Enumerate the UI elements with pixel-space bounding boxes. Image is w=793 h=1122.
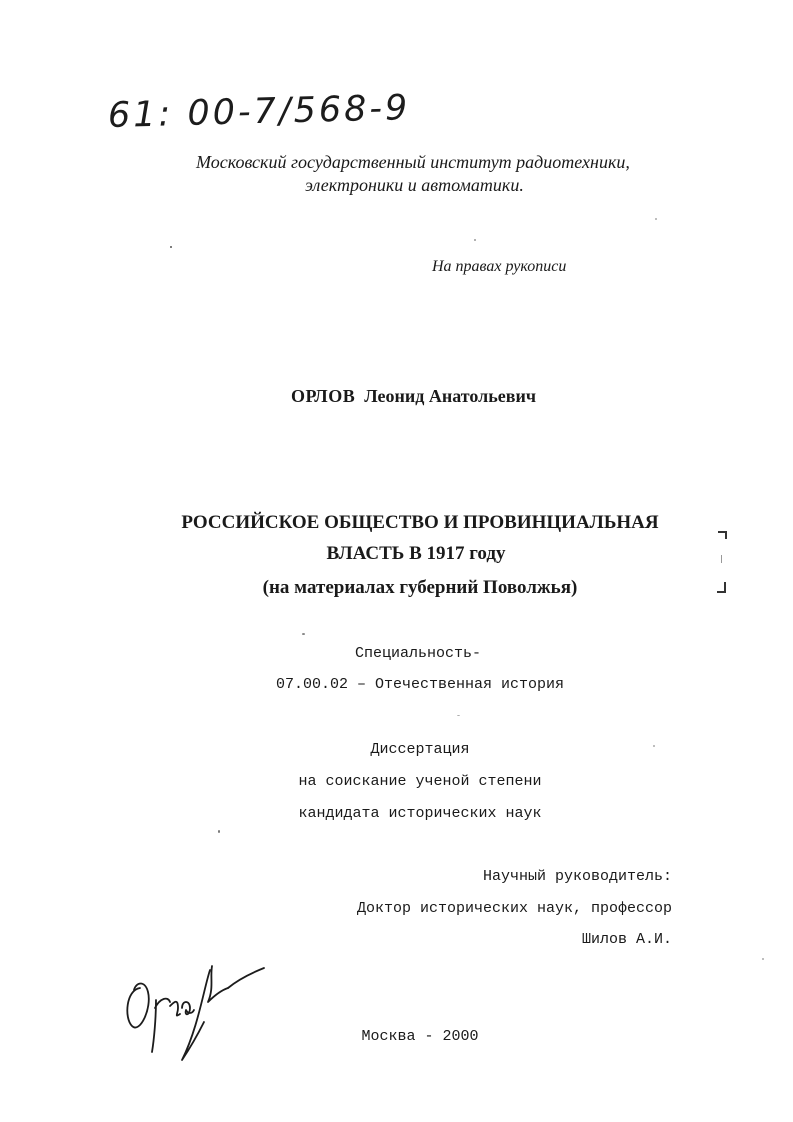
work-type-label: Диссертация	[370, 741, 470, 758]
scan-edge-mark-top-stem	[725, 531, 727, 539]
dissertation-title-subtitle: (на материалах губерний Поволжья)	[262, 577, 578, 598]
author-surname: ОРЛОВ	[291, 386, 356, 406]
institution-line-2: электроники и автоматики.	[305, 175, 524, 195]
specialty-value: 07.00.02 – Отечественная история	[275, 676, 565, 693]
scan-speck	[218, 830, 220, 833]
scan-speck	[302, 633, 305, 635]
supervisor-degree: Доктор исторических наук, профессор	[356, 900, 672, 917]
author-signature	[118, 948, 278, 1068]
degree-purpose: на соискание ученой степени	[298, 773, 542, 790]
dissertation-title-line-2: ВЛАСТЬ В 1917 году	[326, 543, 506, 564]
degree-name: кандидата исторических наук	[298, 805, 542, 822]
author-name	[291, 386, 536, 407]
scan-edge-mark-bottom	[717, 591, 726, 593]
place-and-year: Москва - 2000	[361, 1028, 479, 1045]
scan-speck	[457, 715, 460, 716]
scan-speck	[655, 218, 657, 220]
scan-edge-mark-mid	[721, 555, 722, 563]
manuscript-rights-note: На правах рукописи	[432, 258, 567, 275]
supervisor-name: Шилов А.И.	[581, 931, 672, 948]
specialty-label: Специальность-	[354, 645, 482, 662]
dissertation-title-line-1: РОССИЙСКОЕ ОБЩЕСТВО И ПРОВИНЦИАЛЬНАЯ	[181, 512, 659, 533]
scan-speck	[653, 745, 655, 747]
scan-speck	[170, 246, 172, 248]
institution-line-1: Московский государственный институт радиотехники,	[196, 152, 630, 172]
scan-speck	[762, 958, 764, 960]
supervisor-label: Научный руководитель:	[482, 868, 672, 885]
scan-speck	[474, 239, 476, 241]
author-given-names: Леонид Анатольевич	[364, 386, 536, 406]
catalog-number-handwritten: 61: 00-7/568-9	[107, 88, 411, 136]
